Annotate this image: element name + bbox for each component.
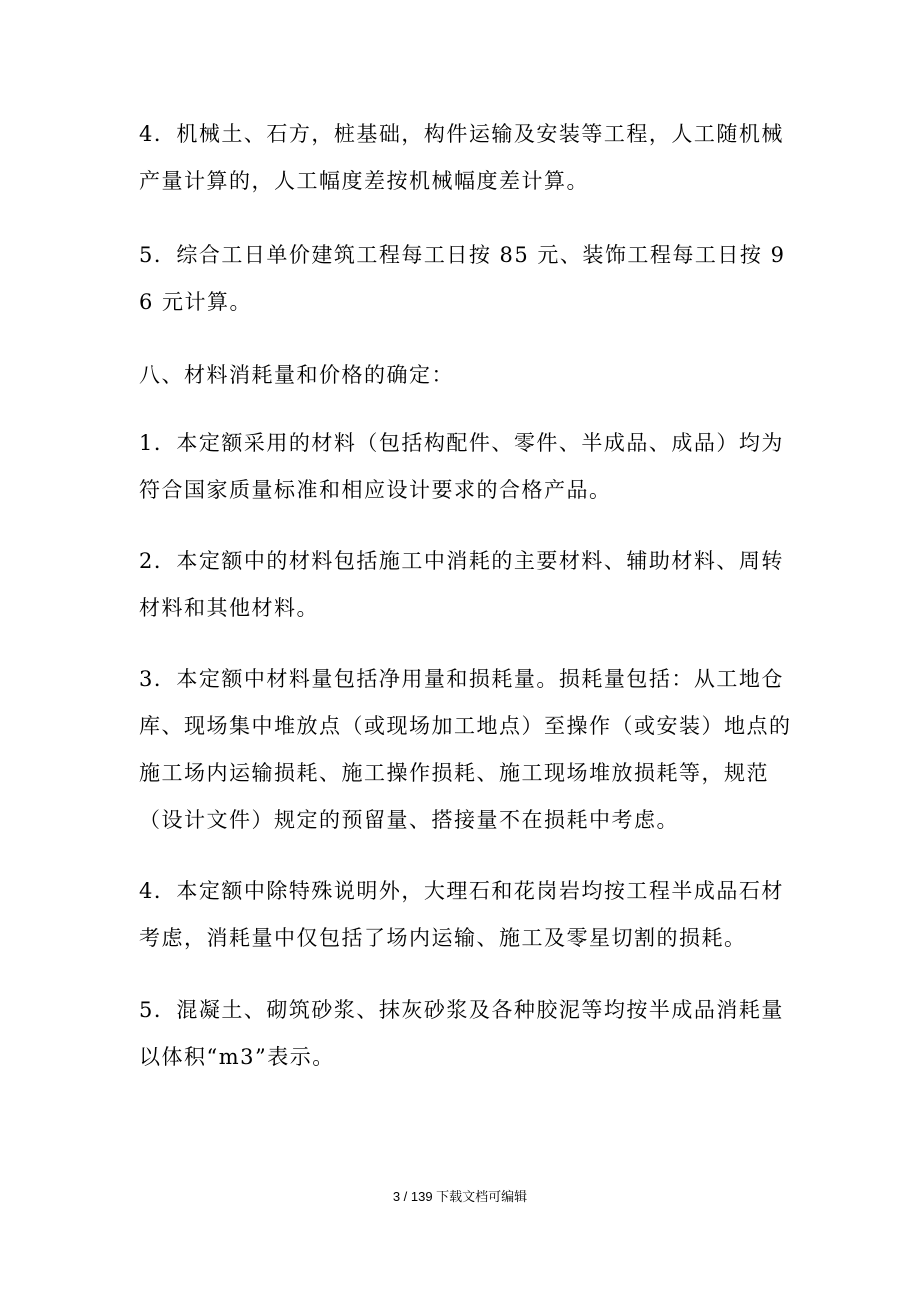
paragraph-daily-wage: 5．综合工日单价建筑工程每工日按 85 元、装饰工程每工日按 96 元计算。 xyxy=(139,243,786,314)
paragraph-stone-materials: 4．本定额中除特殊说明外，大理石和花岗岩均按工程半成品石材考虑，消耗量中仅包括了场内运输、施工及零星切割的损耗。 xyxy=(139,879,784,950)
paragraph-concrete-mortar: 5．混凝土、砌筑砂浆、抹灰砂浆及各种胶泥等均按半成品消耗量以体积“m3”表示。 xyxy=(139,998,784,1069)
paragraph-material-types: 2．本定额中的材料包括施工中消耗的主要材料、辅助材料、周转材料和其他材料。 xyxy=(139,549,784,620)
paragraph-labor-machinery: 4．机械土、石方，桩基础，构件运输及安装等工程，人工随机械产量计算的，人工幅度差按机械幅度差计算。 xyxy=(139,122,784,193)
page-footer: 3 / 139 下载文档可编辑 xyxy=(392,1189,528,1204)
paragraph-material-quality: 1．本定额采用的材料（包括构配件、零件、半成品、成品）均为符合国家质量标准和相应设计要求的合格产品。 xyxy=(139,431,784,502)
paragraph-material-loss: 3．本定额中材料量包括净用量和损耗量。损耗量包括：从工地仓库、现场集中堆放点（或现场加工地点）至操作（或安装）地点的施工场内运输损耗、施工操作损耗、施工现场堆放损耗等，规范（设计文件）规定的预留量、搭接量不在损耗中考虑。 xyxy=(139,667,792,832)
section-heading-materials: 八、材料消耗量和价格的确定： xyxy=(139,363,454,387)
